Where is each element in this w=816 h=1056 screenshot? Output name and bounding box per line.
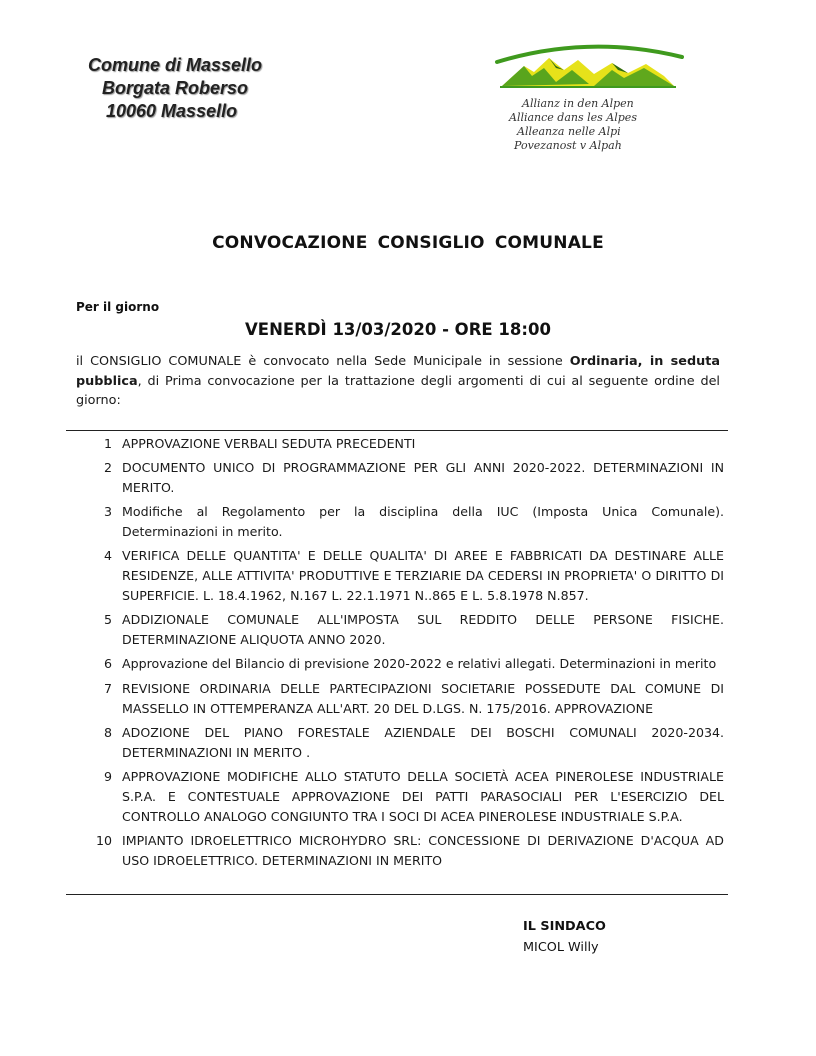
signature-block (523, 916, 606, 958)
agenda-item (70, 767, 724, 826)
agenda-item-number: 3 (103, 504, 112, 520)
agenda-item-number: 10 (95, 832, 112, 848)
agenda-top-divider (66, 430, 728, 431)
agenda-item-number: 2 (103, 460, 112, 476)
agenda-item-text: DOCUMENTO UNICO DI PROGRAMMAZIONE PER GLI ANNI 2020-2022. DETERMINAZIONI IN MERITO. (122, 460, 724, 496)
motto-line: Allianz in den Alpen (522, 97, 634, 110)
document-title: CONVOCAZIONE CONSIGLIO COMUNALE (212, 233, 604, 253)
signature-name: MICOL Willy (523, 940, 599, 955)
agenda-item-text: REVISIONE ORDINARIA DELLE PARTECIPAZIONI SOCIETARIE POSSEDUTE DAL COMUNE DI MASSELLO IN OTTEMPERANZA ALL'ART. 20 DEL D.LGS. N. 175/2016. APPROVAZIONE (122, 680, 724, 716)
agenda-item (70, 610, 724, 650)
agenda-item-number: 1 (103, 436, 112, 451)
agenda-item-text: APPROVAZIONE VERBALI SEDUTA PRECEDENTI (122, 436, 416, 451)
agenda-item-number: 5 (103, 612, 112, 628)
agenda-item-number: 4 (103, 548, 112, 564)
agenda-item (70, 831, 724, 871)
mountains-logo-icon (494, 40, 684, 100)
agenda-item-number: 9 (103, 768, 112, 784)
intro-paragraph (76, 352, 720, 411)
motto-line: Alliance dans les Alpes (509, 111, 637, 124)
agenda-item-number: 7 (103, 680, 112, 696)
agenda-item (70, 723, 724, 763)
agenda-list (70, 434, 724, 875)
date-label: Per il giorno (76, 300, 160, 314)
agenda-item-text: IMPIANTO IDROELETTRICO MICROHYDRO SRL: CONCESSIONE DI DERIVAZIONE D'ACQUA AD USO IDROELETTRICO. DETERMINAZIONI IN MERITO (122, 832, 724, 868)
agenda-item (70, 502, 724, 542)
municipality-street: Borgata Roberso (102, 78, 249, 98)
agenda-item (70, 458, 724, 498)
agenda-item-text: Modifiche al Regolamento per la disciplina della IUC (Imposta Unica Comunale). Determinazioni in merito. (122, 504, 724, 540)
municipality-postal: 10060 Massello (106, 101, 238, 121)
meeting-date: VENERDÌ 13/03/2020 - ORE 18:00 (245, 320, 551, 339)
motto-line: Alleanza nelle Alpi (517, 125, 621, 138)
municipality-name: Comune di Massello (88, 55, 263, 75)
agenda-item-number: 8 (103, 724, 112, 740)
agenda-item-text: ADOZIONE DEL PIANO FORESTALE AZIENDALE DEI BOSCHI COMUNALI 2020-2034. DETERMINAZIONI IN MERITO . (122, 724, 724, 760)
agenda-item-text: APPROVAZIONE MODIFICHE ALLO STATUTO DELLA SOCIETÀ ACEA PINEROLESE INDUSTRIALE S.P.A. E CONTESTUALE APPROVAZIONE DEI PATTI PARASOCIALI PER L'ESERCIZIO DEL CONTROLLO ANALOGO CONGIUNTO TRA I SOCI DI ACEA PINEROLESE INDUSTRIALE S.P.A. (122, 768, 724, 824)
agenda-item (70, 654, 724, 674)
alliance-motto (508, 97, 683, 153)
signature-role: IL SINDACO (523, 919, 606, 934)
intro-bold-text: Ordinaria, in seduta pubblica (76, 354, 720, 389)
agenda-item-text: VERIFICA DELLE QUANTITA' E DELLE QUALITA' DI AREE E FABBRICATI DA DESTINARE ALLE RESIDENZE, ALLE ATTIVITA' PRODUTTIVE E TERZIARIE DA CEDERSI IN PROPRIETA' O DIRITTO DI SUPERFICIE. L. 18.4.1962, N.167 L. 22.1.1971 N..865 E L. 5.8.1978 N.857. (122, 548, 724, 604)
agenda-item (70, 546, 724, 605)
intro-text: il CONSIGLIO COMUNALE è convocato nella Sede Municipale in sessione (76, 354, 570, 369)
agenda-item-text: Approvazione del Bilancio di previsione 2020-2022 e relativi allegati. Determinazioni in merito (122, 656, 717, 672)
agenda-item (70, 679, 724, 719)
agenda-item-number: 6 (103, 656, 112, 672)
intro-text-end: , di Prima convocazione per la trattazione degli argomenti di cui al seguente ordine del giorno: (76, 373, 720, 408)
municipality-header (84, 54, 284, 123)
alliance-logo (494, 40, 684, 155)
agenda-bottom-divider (66, 894, 728, 895)
motto-line: Povezanost v Alpah (514, 139, 622, 152)
agenda-item-text: ADDIZIONALE COMUNALE ALL'IMPOSTA SUL REDDITO DELLE PERSONE FISICHE. DETERMINAZIONE ALIQUOTA ANNO 2020. (122, 612, 724, 648)
agenda-item (70, 434, 724, 454)
